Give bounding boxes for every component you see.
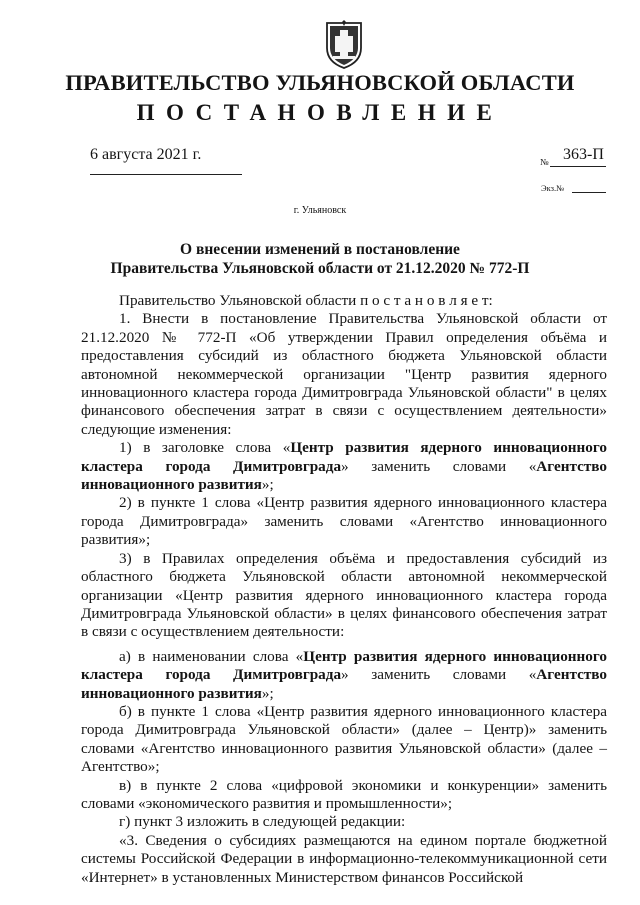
text-run: » заменить словами «	[341, 457, 537, 475]
intro-paragraph: Правительство Ульяновской области п о с т а н о в л я е т:	[119, 292, 493, 309]
bold-text-run: Центр развития ядерного инновационного кластера города Димитровграда	[81, 647, 607, 684]
coat-of-arms-emblem	[323, 20, 365, 70]
document-date: 6 августа 2021 г.	[90, 146, 202, 163]
quoted-item-3-paragraph: «3. Сведения о субсидиях размещаются на едином портале бюджетной системы Российской Федерации в информационно-телекоммуникационной сети «Интернет» в установленных Министерством финансов Российской	[81, 831, 607, 886]
text-run: а) в наименовании слова «	[119, 647, 304, 665]
copy-number-label: Экз.№	[541, 183, 565, 193]
number-underline	[550, 166, 606, 167]
document-number: 363-П	[563, 146, 604, 163]
bold-text-run: Агентство инновационного развития	[81, 457, 607, 494]
government-title: ПРАВИТЕЛЬСТВО УЛЬЯНОВСКОЙ ОБЛАСТИ	[65, 70, 575, 95]
item-1-paragraph: 1. Внести в постановление Правительства Ульяновской области от 21.12.2020 № 772-П «Об утверждении Правил определения объёма и предоставления субсидий из областного бюджета Ульяновской области автономной некоммерческой организации "Центр развития ядерного инновационного кластера города Димитровграда Ульяновской области" в целях финансового обеспечения затрат в связи с осуществлением деятельности» следующие изменения:	[81, 310, 607, 438]
subject-line-1: О внесении изменений в постановление	[180, 241, 460, 258]
text-run: »;	[261, 476, 274, 494]
document-subject	[0, 240, 640, 278]
text-run: »;	[261, 684, 274, 702]
city: г. Ульяновск	[293, 205, 347, 216]
number-label: №	[540, 157, 549, 167]
subitem-b-paragraph: б) в пункте 1 слова «Центр развития ядерного инновационного кластера города Димитровграда Ульяновской области» (далее – Центр)» заменить словами «Агентство инновационного развития Ульяновской области» (далее – Агентство»;	[81, 702, 607, 776]
text-run: » заменить словами «	[341, 666, 537, 684]
document-body	[81, 292, 607, 887]
bold-text-run: Центр развития ядерного инновационного кластера города Димитровграда	[81, 439, 607, 475]
subitem-a-paragraph	[81, 648, 607, 703]
subitem-g-paragraph: г) пункт 3 изложить в следующей редакции:	[119, 813, 406, 831]
text-run: 1) в заголовке слова «	[119, 439, 291, 457]
date-underline	[90, 174, 242, 175]
copy-number-underline	[572, 192, 606, 193]
subitem-v-paragraph: в) в пункте 2 слова «цифровой экономики и конкуренции» заменить словами «экономического развития и промышленности»;	[81, 776, 607, 812]
subitem-3-paragraph: 3) в Правилах определения объёма и предоставления субсидий из областного бюджета Ульяновской области автономной некоммерческой организации «Центр развития ядерного инновационного кластера города Димитровграда Ульяновской области» в целях финансового обеспечения затрат в связи с осуществлением деятельности:	[81, 549, 607, 641]
subitem-1-paragraph	[81, 439, 607, 494]
subitem-2-paragraph: 2) в пункте 1 слова «Центр развития ядерного инновационного кластера города Димитровграда» заменить словами «Агентство инновационного развития»;	[81, 494, 607, 549]
bold-text-run: Агентство инновационного развития	[81, 666, 607, 702]
document-type-title: ПОСТАНОВЛЕНИЕ	[136, 100, 504, 125]
subject-line-2: Правительства Ульяновской области от 21.12.2020 № 772-П	[110, 260, 530, 277]
